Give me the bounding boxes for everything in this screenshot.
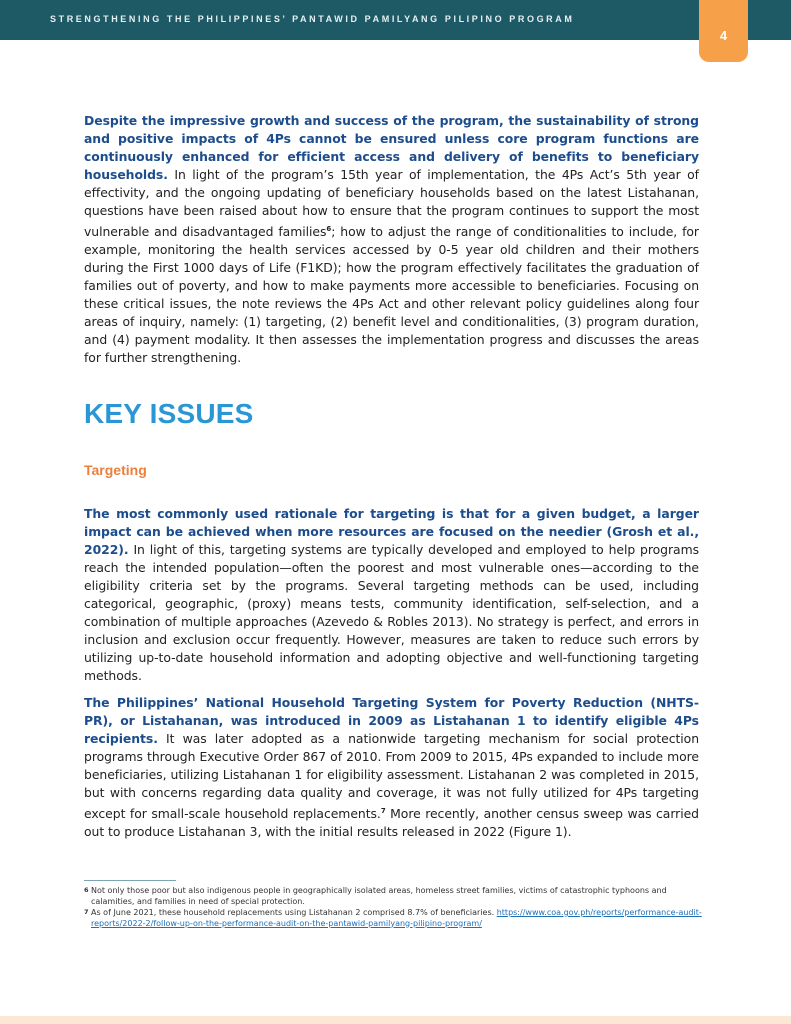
intro-body-b: ; how to adjust the range of conditionalities to include, for example, monitoring the health services accessed by 0-5 year old children and their mothers during the First 1000 days of Life (F1KD); how the program effectively facilitates the graduation of families out of poverty, and how to make payments more accessible to beneficiaries. Focusing on these critical issues, the note reviews the 4Ps Act and other relevant policy guidelines along four areas of inquiry, namely: (1) targeting, (2) benefit level and conditionalities, (3) program duration, and (4) payment modality. It then assesses the implementation progress and discusses the areas for further strengthening.	[84, 224, 699, 366]
targeting-p1-lead: The most commonly used rationale for targeting is that for a given budget, a larger impact can be achieved when more resources are focused on the needier (Grosh et al., 2022).	[84, 506, 699, 557]
footnote-6	[84, 886, 704, 907]
footnote-ref-6[interactable]: 6	[326, 225, 332, 233]
targeting-paragraph-1	[84, 505, 699, 685]
footnotes	[84, 886, 704, 930]
targeting-p1-text	[84, 505, 699, 685]
bottom-band	[0, 1016, 791, 1024]
subsection-heading: Targeting	[84, 462, 147, 478]
intro-lead: Despite the impressive growth and success of the program, the sustainability of strong and positive impacts of 4Ps cannot be ensured unless core program functions are continuously enhanced for efficient access and delivery of benefits to beneficiary households.	[84, 113, 699, 182]
targeting-p2-lead: The Philippines’ National Household Targeting System for Poverty Reduction (NHTS-PR), or Listahanan, was introduced in 2009 as Listahanan 1 to identify eligible 4Ps recipients.	[84, 695, 699, 746]
page-number-tab	[699, 0, 748, 62]
targeting-p2-text	[84, 694, 699, 841]
footnote-7	[84, 908, 704, 929]
intro-paragraph	[84, 112, 699, 367]
page-number: 4	[719, 28, 728, 43]
footnote-divider	[84, 880, 176, 881]
footnote-ref-7[interactable]: 7	[380, 807, 386, 815]
footnote-text: Not only those poor but also indigenous people in geographically isolated areas, homeless street families, victims of catastrophic typhoons and calamities, and families in need of special protection.	[91, 886, 667, 906]
footnote-text: As of June 2021, these household replacements using Listahanan 2 comprised 8.7% of beneficiaries.	[91, 908, 497, 917]
running-header	[0, 0, 791, 40]
section-heading: KEY ISSUES	[84, 398, 254, 429]
footnote-mark: 6	[84, 886, 89, 894]
intro-section	[84, 112, 699, 367]
footnote-mark: 7	[84, 908, 89, 916]
running-title: STRENGTHENING THE PHILIPPINES’ PANTAWID PAMILYANG PILIPINO PROGRAM	[50, 14, 575, 24]
coa-report-link[interactable]: https://www.coa.gov.ph/reports/performance-audit-reports/2022-2/follow-up-on-the-performance-audit-on-the-pantawid-pamilyang-pilipino-program/	[91, 908, 702, 928]
targeting-paragraph-2	[84, 694, 699, 841]
targeting-p2-body-b: More recently, another census sweep was carried out to produce Listahanan 3, with the initial results released in 2022 (Figure 1).	[84, 806, 699, 840]
intro-body-a: In light of the program’s 15th year of implementation, the 4Ps Act’s 5th year of effectivity, and the ongoing updating of beneficiary households based on the latest Listahanan, questions have been raised about how to ensure that the program continues to support the most vulnerable and disadvantaged families	[84, 167, 699, 240]
targeting-p1-body: In light of this, targeting systems are typically developed and employed to help programs reach the intended population—often the poorest and most vulnerable ones—according to the eligibility criteria set by the programs. Several targeting methods can be used, including categorical, geographic, (proxy) means tests, community identification, self-selection, and a combination of multiple approaches (Azevedo & Robles 2013). No strategy is perfect, and errors in inclusion and exclusion occur frequently. However, measures are taken to reduce such errors by utilizing up-to-date household information and adopting objective and well-functioning targeting methods.	[84, 542, 699, 683]
targeting-p2-body-a: It was later adopted as a nationwide targeting mechanism for social protection programs through Executive Order 867 of 2010. From 2009 to 2015, 4Ps expanded to include more beneficiaries, utilizing Listahanan 1 for eligibility assessment. Listahanan 2 was completed in 2015, but with concerns regarding data quality and coverage, it was not fully utilized for 4Ps targeting except for small-scale household replacements.	[84, 731, 699, 822]
